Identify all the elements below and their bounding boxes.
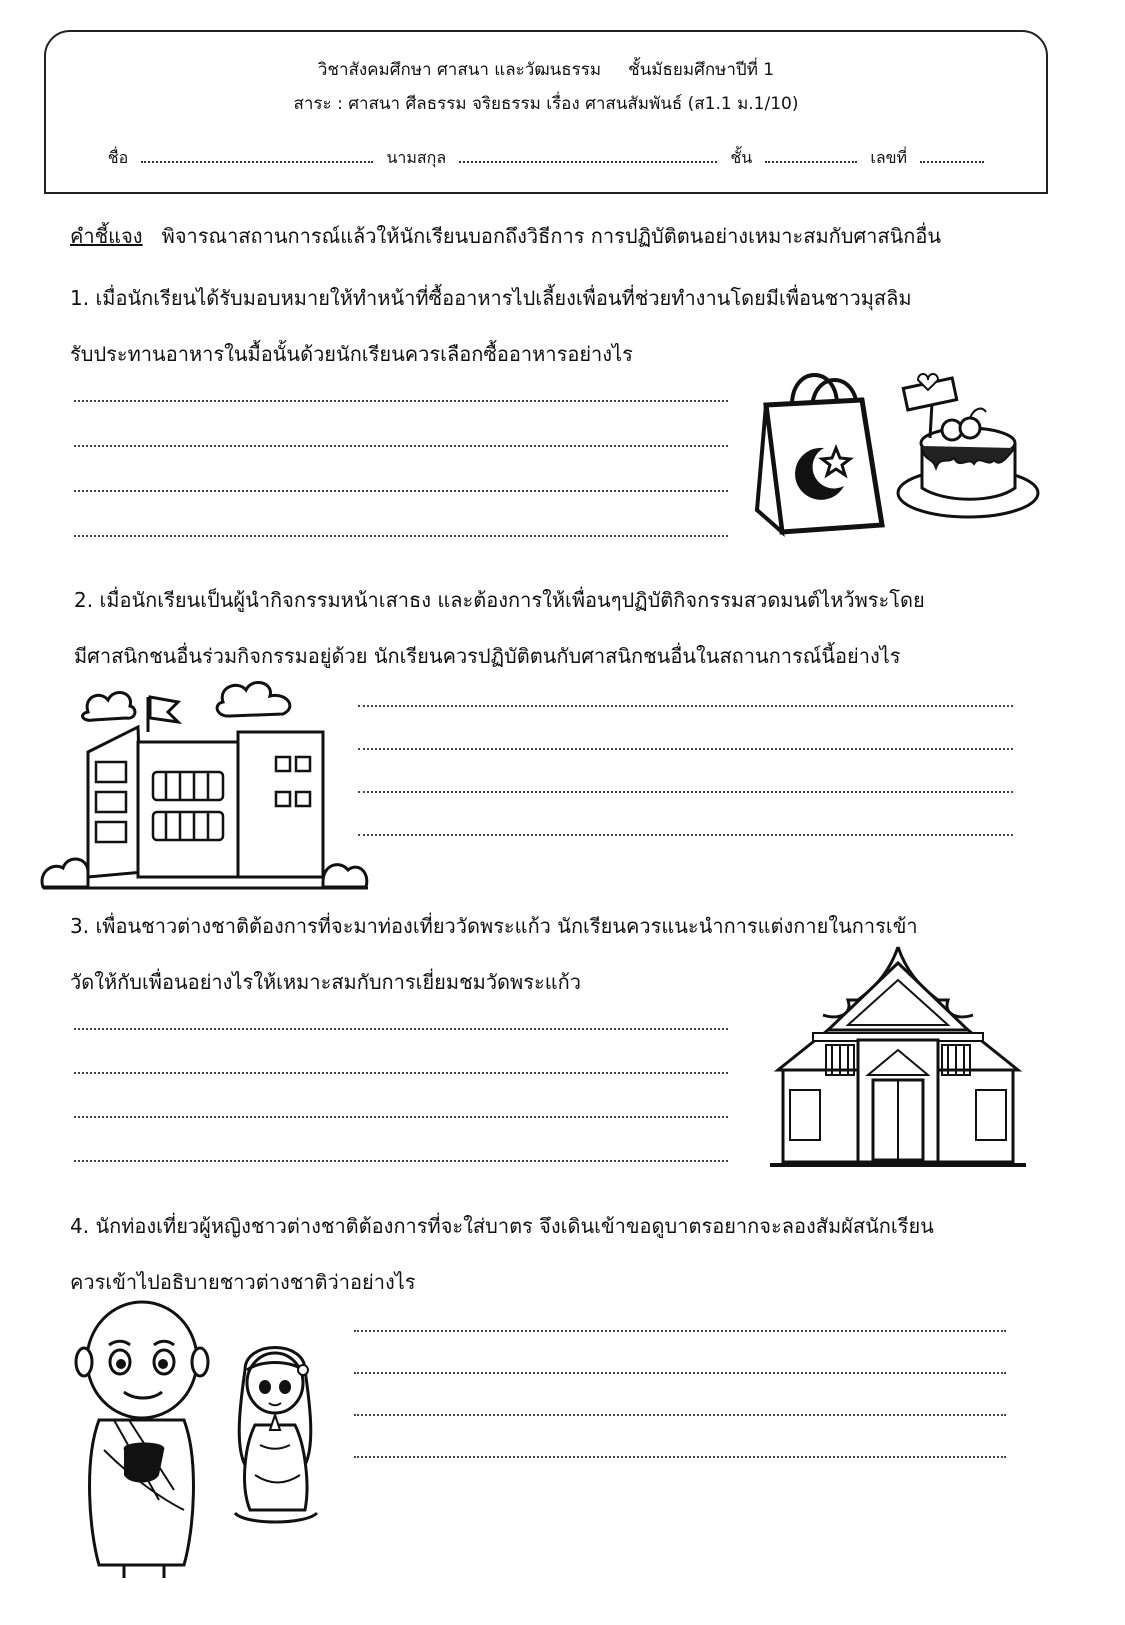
cake-icon <box>890 368 1040 528</box>
number-label: เลขที่ <box>870 148 908 167</box>
answer-line-1d[interactable] <box>74 525 728 537</box>
name-label: ชื่อ <box>107 148 129 167</box>
answer-line-4d[interactable] <box>354 1446 1006 1458</box>
class-label: ชั้น <box>730 148 753 167</box>
shopping-bag-icon <box>752 360 892 540</box>
student-info-row <box>46 146 1046 171</box>
answer-line-1a[interactable] <box>74 390 728 402</box>
instruction <box>70 220 941 252</box>
question-4 <box>70 1198 934 1310</box>
answer-line-4b[interactable] <box>354 1362 1006 1374</box>
answer-line-3a[interactable] <box>74 1018 728 1030</box>
question-4-line1: 4. นักท่องเที่ยวผู้หญิงชาวต่างชาติต้องการที่จะใส่บาตร จึงเดินเข้าขอดูบาตรอยากจะลองสัมผัสนักเรียน <box>70 1214 934 1238</box>
header-box <box>44 30 1048 194</box>
subject-title: วิชาสังคมศึกษา ศาสนา และวัฒนธรรม ชั้นมัธยมศึกษาปีที่ 1 <box>317 60 775 80</box>
answer-line-2a[interactable] <box>358 695 1013 707</box>
class-field[interactable] <box>765 147 857 163</box>
question-3-line2: วัดให้กับเพื่อนอย่างไรให้เหมาะสมกับการเยี่ยมชมวัดพระแก้ว <box>70 970 581 994</box>
answer-line-2d[interactable] <box>358 824 1013 836</box>
question-2-line2: มีศาสนิกชนอื่นร่วมกิจกรรมอยู่ด้วย นักเรียนควรปฏิบัติตนกับศาสนิกชนอื่นในสถานการณ์นี้อย่างไร <box>74 644 901 668</box>
question-1-line1: 1. เมื่อนักเรียนได้รับมอบหมายให้ทำหน้าที่ซื้ออาหารไปเลี้ยงเพื่อนที่ช่วยทำงานโดยมีเพื่อนชาวมุสลิม <box>70 286 912 310</box>
thai-girl-icon <box>225 1335 325 1535</box>
monk-icon <box>74 1300 214 1580</box>
school-building-icon <box>38 672 370 894</box>
surname-field[interactable] <box>459 147 717 163</box>
topic-title: สาระ : ศาสนา ศีลธรรม จริยธรรม เรื่อง ศาสนสัมพันธ์ (ส1.1 ม.1/10) <box>293 94 799 114</box>
question-2 <box>74 572 925 684</box>
answer-line-3d[interactable] <box>74 1150 728 1162</box>
question-3-line1: 3. เพื่อนชาวต่างชาติต้องการที่จะมาท่องเที่ยววัดพระแก้ว นักเรียนควรแนะนำการแต่งกายในการเข้า <box>70 914 918 938</box>
thai-temple-icon <box>768 945 1028 1170</box>
name-field[interactable] <box>141 147 373 163</box>
question-2-line1: 2. เมื่อนักเรียนเป็นผู้นำกิจกรรมหน้าเสาธง และต้องการให้เพื่อนๆปฏิบัติกิจกรรมสวดมนต์ไหว้พระโดย <box>74 588 925 612</box>
answer-line-3c[interactable] <box>74 1106 728 1118</box>
answer-line-4c[interactable] <box>354 1404 1006 1416</box>
answer-line-3b[interactable] <box>74 1062 728 1074</box>
answer-line-1c[interactable] <box>74 480 728 492</box>
instruction-text: พิจารณาสถานการณ์แล้วให้นักเรียนบอกถึงวิธีการ การปฏิบัติตนอย่างเหมาะสมกับศาสนิกอื่น <box>161 224 942 248</box>
answer-line-2c[interactable] <box>358 781 1013 793</box>
surname-label: นามสกุล <box>386 148 447 167</box>
question-1-line2: รับประทานอาหารในมื้อนั้นด้วยนักเรียนควรเลือกซื้ออาหารอย่างไร <box>70 342 633 366</box>
instruction-label: คำชี้แจง <box>70 224 143 248</box>
number-field[interactable] <box>920 147 984 163</box>
answer-line-1b[interactable] <box>74 435 728 447</box>
answer-line-4a[interactable] <box>354 1320 1006 1332</box>
answer-line-2b[interactable] <box>358 738 1013 750</box>
question-4-line2: ควรเข้าไปอธิบายชาวต่างชาติว่าอย่างไร <box>70 1270 416 1294</box>
